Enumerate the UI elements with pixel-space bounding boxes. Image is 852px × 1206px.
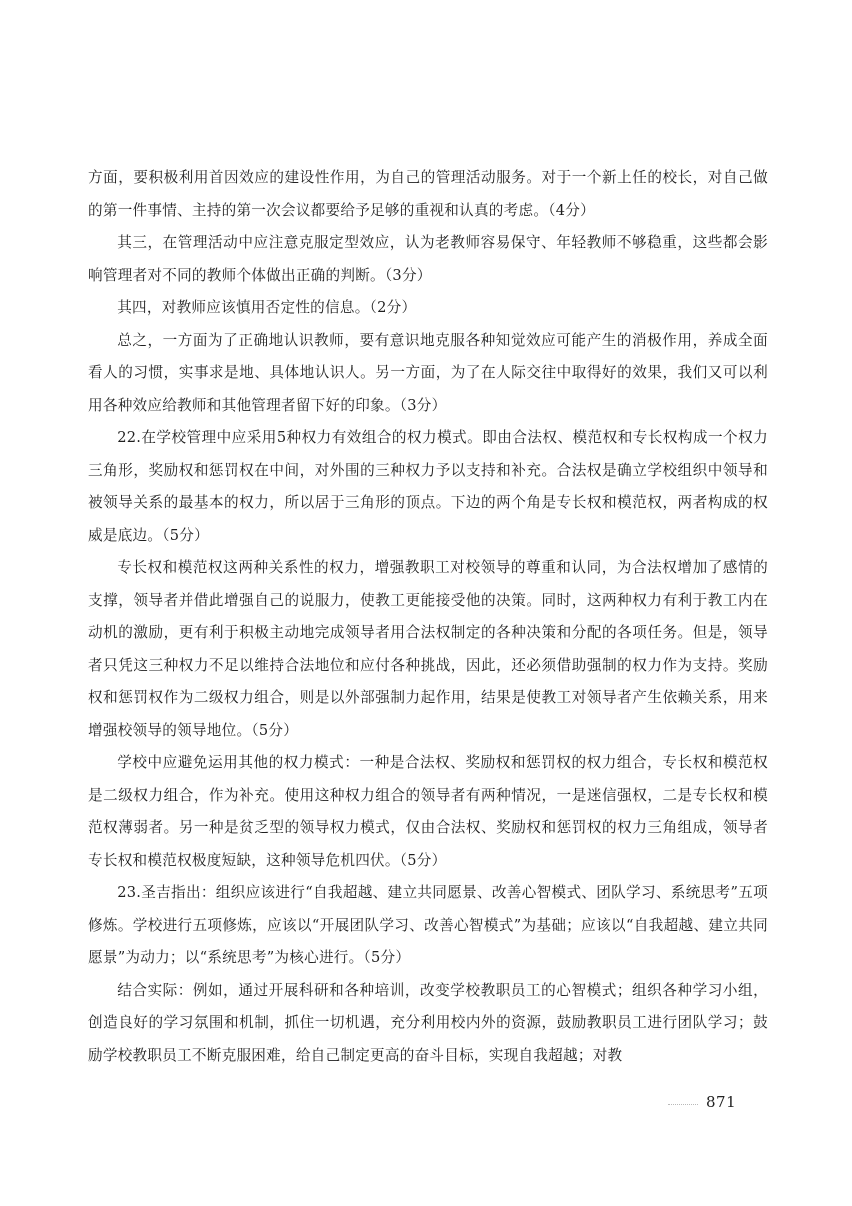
paragraph-4: 总之，一方面为了正确地认识教师，要有意识地克服各种知觉效应可能产生的消极作用，养成全面看人的习惯，实事求是地、具体地认识人。另一方面，为了在人际交往中取得好的效果，我们又可以利用各种效应给教师和其他管理者留下好的印象。（3分） <box>88 331 768 414</box>
paragraph-3: 其四，对教师应该慎用否定性的信息。（2分） <box>117 299 417 316</box>
paragraph-7: 学校中应避免运用其他的权力模式：一种是合法权、奖励权和惩罚权的权力组合，专长权和模范权是二级权力组合，作为补充。使用这种权力组合的领导者有两种情况，一是迷信强权，二是专长权和模范权薄弱者。另一种是贫乏型的领导权力模式，仅由合法权、奖励权和惩罚权的权力三角组成，领导者专长权和模范权极度短缺，这种领导危机四伏。（5分） <box>88 754 768 869</box>
document-body <box>88 162 768 1072</box>
paragraph-2: 其三，在管理活动中应注意克服定型效应，认为老教师容易保守、年轻教师不够稳重，这些都会影响管理者对不同的教师个体做出正确的判断。（3分） <box>88 234 768 284</box>
paragraph-8: 23.圣吉指出：组织应该进行“自我超越、建立共同愿景、改善心智模式、团队学习、系统思考”五项修炼。学校进行五项修炼，应该以“开展团队学习、改善心智模式”为基础；应该以“自我超越、建立共同愿景”为动力；以“系统思考”为核心进行。（5分） <box>88 884 768 966</box>
paragraph-6: 专长权和模范权这两种关系性的权力，增强教职工对校领导的尊重和认同，为合法权增加了感情的支撑，领导者并借此增强自己的说服力，使教工更能接受他的决策。同时，这两种权力有利于教工内在动机的激励，更有利于积极主动地完成领导者用合法权制定的各种决策和分配的各项任务。但是，领导者只凭这三种权力不足以维持合法地位和应付各种挑战，因此，还必须借助强制的权力作为支持。奖励权和惩罚权作为二级权力组合，则是以外部强制力起作用，结果是使教工对领导者产生依赖关系，用来增强校领导的领导地位。（5分） <box>88 559 768 739</box>
paragraph-9: 结合实际：例如，通过开展科研和各种培训，改变学校教职员工的心智模式；组织各种学习小组，创造良好的学习氛围和机制，抓住一切机遇，充分利用校内外的资源，鼓励教职员工进行团队学习；鼓励学校教职员工不断克服困难，给自己制定更高的奋斗目标，实现自我超越；对教 <box>88 981 768 1064</box>
paragraph-5: 22.在学校管理中应采用5种权力有效组合的权力模式。即由合法权、模范权和专长权构成一个权力三角形，奖励权和惩罚权在中间，对外围的三种权力予以支持和补充。合法权是确立学校组织中领导和被领导关系的最基本的权力，所以居于三角形的顶点。下边的两个角是专长权和模范权，两者构成的权威是底边。（5分） <box>88 429 768 544</box>
paragraph-1: 方面，要积极利用首因效应的建设性作用，为自己的管理活动服务。对于一个新上任的校长，对自己做的第一件事情、主持的第一次会议都要给予足够的重视和认真的考虑。（4分） <box>88 169 768 219</box>
page-number-dots <box>668 1104 698 1106</box>
page-number: 871 <box>706 1093 737 1111</box>
